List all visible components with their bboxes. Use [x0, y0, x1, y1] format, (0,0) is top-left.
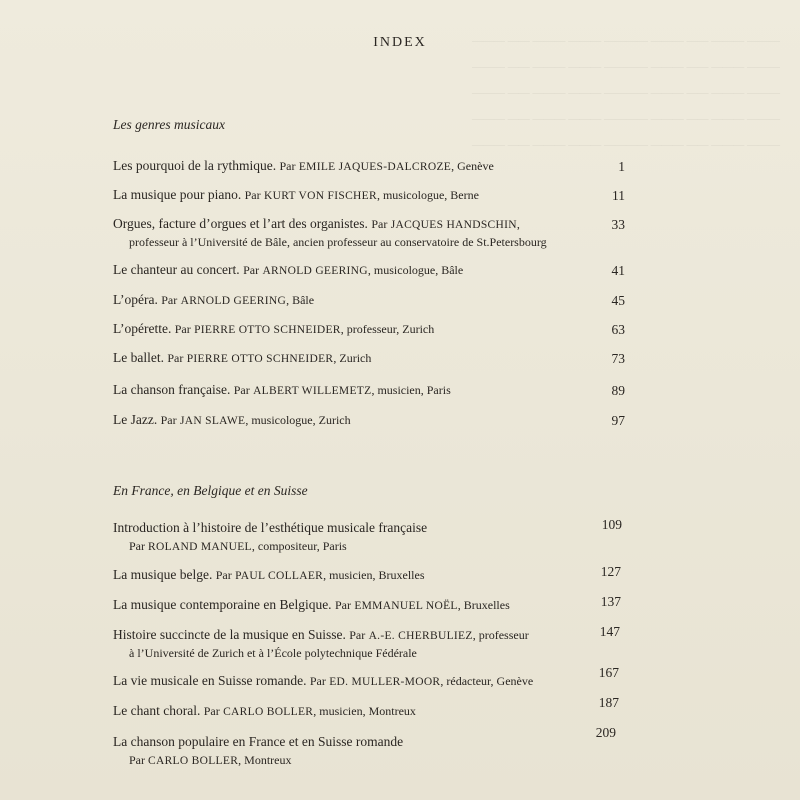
index-entry: Le ballet. Par PIERRE OTTO SCHNEIDER, Zurich	[113, 350, 372, 365]
index-entry: La musique pour piano. Par KURT VON FISCHER, musicologue, Berne	[113, 187, 479, 202]
index-entry: Les pourquoi de la rythmique. Par EMILE JAQUES-DALCROZE, Genève	[113, 158, 494, 173]
page-number: 11	[612, 188, 625, 203]
index-entry: La musique belge. Par PAUL COLLAER, musicien, Bruxelles	[113, 567, 425, 582]
section-heading: Les genres musicaux	[113, 117, 225, 132]
index-entry: Introduction à l’histoire de l’esthétique musicale française Par ROLAND MANUEL, compositeur, Paris	[113, 520, 428, 553]
page-number: 127	[600, 564, 621, 579]
page-number: 33	[611, 217, 625, 232]
index-entry: La chanson populaire en France et en Suisse romande Par CARLO BOLLER, Montreux	[113, 734, 404, 767]
page-number: 97	[611, 413, 625, 428]
index-entry: Le Jazz. Par JAN SLAWE, musicologue, Zurich	[113, 412, 351, 427]
index-title: INDEX	[373, 35, 427, 50]
page-number: 63	[611, 322, 625, 337]
page-number: 1	[618, 159, 625, 174]
page-number: 109	[601, 517, 622, 532]
page-number: 167	[598, 665, 619, 680]
index-entry: Orgues, facture d’orgues et l’art des organistes. Par JACQUES HANDSCHIN, professeur à l’Université de Bâle, ancien professeur au conservatoire de St.Petersbourg	[113, 216, 547, 249]
page-number: 41	[611, 263, 625, 278]
show-through-text: ——— ——— —— ——— ———— ——— ——— —— ——— ——— ——— —— ——— ———— ——— ——— —— ——— ——— ——— —— ——— ———— ——— ——— —— ——— ——— ——— —— ——— ———— ——— ——— —— ——— ——— ——— —— ——— ———— ——— ——— —— ———	[472, 35, 780, 151]
index-entry: L’opérette. Par PIERRE OTTO SCHNEIDER, professeur, Zurich	[113, 321, 435, 336]
page-number: 45	[611, 293, 625, 308]
index-entry: La vie musicale en Suisse romande. Par ED. MULLER-MOOR, rédacteur, Genève	[113, 673, 534, 688]
page-number: 89	[611, 383, 625, 398]
index-entry: Le chant choral. Par CARLO BOLLER, musicien, Montreux	[113, 703, 416, 718]
index-entry: Le chanteur au concert. Par ARNOLD GEERING, musicologue, Bâle	[113, 262, 464, 277]
page-number: 73	[611, 351, 625, 366]
index-entry: Histoire succincte de la musique en Suisse. Par A.-E. CHERBULIEZ, professeur à l’Université de Zurich et à l’École polytechnique Fédérale	[113, 627, 529, 660]
index-entry: L’opéra. Par ARNOLD GEERING, Bâle	[113, 292, 315, 307]
index-entry: La musique contemporaine en Belgique. Par EMMANUEL NOËL, Bruxelles	[113, 597, 510, 612]
page-number: 209	[595, 725, 616, 740]
page-number: 187	[598, 695, 619, 710]
index-entry: La chanson française. Par ALBERT WILLEMETZ, musicien, Paris	[113, 382, 451, 397]
section-heading: En France, en Belgique et en Suisse	[113, 483, 308, 498]
page-number: 137	[600, 594, 621, 609]
page-number: 147	[599, 624, 620, 639]
